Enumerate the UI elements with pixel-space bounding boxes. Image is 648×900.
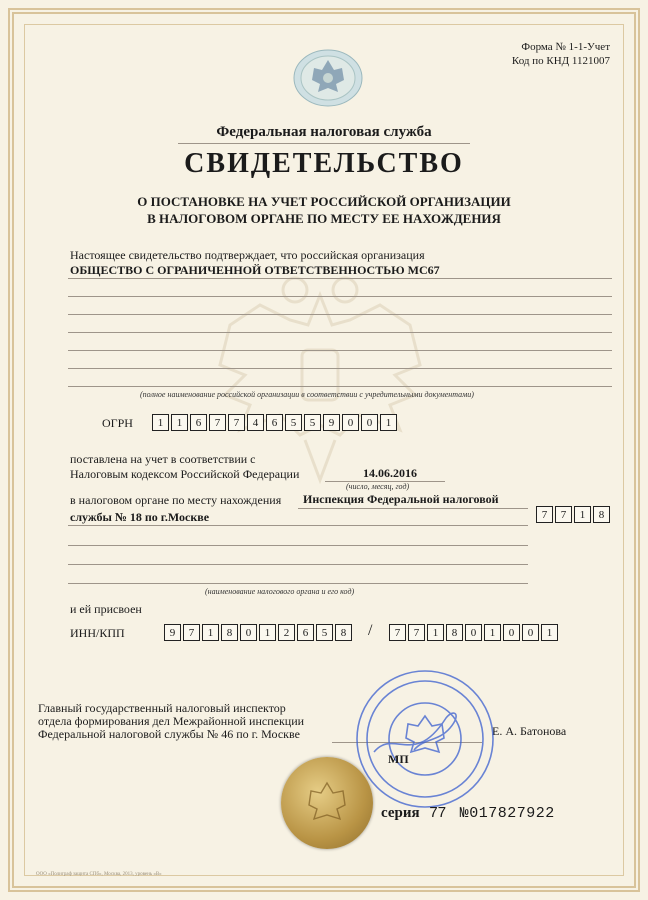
digit-box: 1 (152, 414, 169, 431)
digit-box: 5 (285, 414, 302, 431)
eagle-seal-icon (281, 757, 373, 849)
official-stamp-icon (354, 668, 496, 810)
fill-line (68, 386, 612, 387)
divider (178, 143, 470, 144)
certificate-number: №017827922 (459, 805, 555, 822)
digit-box: 9 (323, 414, 340, 431)
digit-box: 6 (190, 414, 207, 431)
registration-line-1: поставлена на учет в соответствии с (70, 452, 256, 466)
inn-kpp-label: ИНН/КПП (70, 626, 125, 640)
digit-box: 1 (171, 414, 188, 431)
tax-authority-line-2: службы № 18 по г.Москве (70, 510, 210, 524)
fill-line (68, 314, 612, 315)
inn-kpp-separator: / (368, 622, 373, 639)
printer-imprint: ООО «Полиграф защита СПб», Москва, 2013, уровень «В» (36, 872, 162, 877)
digit-box: 8 (335, 624, 352, 641)
authority-caption: (наименование налогового органа и его код) (205, 587, 355, 596)
registration-line-2: Налоговым кодексом Российской Федерации (70, 467, 300, 481)
form-number (512, 40, 610, 68)
digit-box: 1 (202, 624, 219, 641)
subtitle-line-2: В НАЛОГОВОМ ОРГАНЕ ПО МЕСТУ ЕЕ НАХОЖДЕНИЯ (147, 211, 501, 226)
digit-box: 7 (183, 624, 200, 641)
signatory-title (38, 702, 304, 741)
page-title: СВИДЕТЕЛЬСТВО (184, 148, 464, 179)
digit-box: 1 (541, 624, 558, 641)
digit-box: 7 (555, 506, 572, 523)
ogrn-label: ОГРН (102, 416, 133, 430)
issuer-name: Федеральная налоговая служба (216, 124, 432, 140)
digit-box: 7 (536, 506, 553, 523)
digit-box: 7 (209, 414, 226, 431)
digit-box: 7 (228, 414, 245, 431)
fill-line (68, 564, 528, 565)
subtitle-line-1: О ПОСТАНОВКЕ НА УЧЕТ РОССИЙСКОЙ ОРГАНИЗАЦИИ (137, 194, 511, 209)
signatory-line-1: Главный государственный налоговый инспектор (38, 701, 286, 715)
stamp-mark-label: МП (388, 752, 409, 766)
digit-box: 7 (389, 624, 406, 641)
fill-line (68, 296, 612, 297)
gold-seal (281, 757, 373, 849)
fill-line (68, 583, 528, 584)
ogrn-digits (152, 414, 399, 431)
fill-line (68, 332, 612, 333)
digit-box: 1 (380, 414, 397, 431)
series-label: серия (381, 805, 420, 821)
digit-box: 0 (503, 624, 520, 641)
digit-box: 5 (304, 414, 321, 431)
digit-box: 8 (446, 624, 463, 641)
registration-line-3: в налоговом органе по месту нахождения (70, 493, 282, 507)
fill-line (68, 525, 528, 526)
intro-text: Настоящее свидетельство подтверждает, что российская организация (70, 248, 425, 262)
knd-code: Код по КНД 1121007 (511, 55, 610, 67)
digit-box: 8 (593, 506, 610, 523)
digit-box: 8 (221, 624, 238, 641)
organization-name: ОБЩЕСТВО С ОГРАНИЧЕННОЙ ОТВЕТСТВЕННОСТЬЮ МС67 (70, 263, 440, 277)
digit-box: 0 (361, 414, 378, 431)
serial-number (381, 804, 555, 822)
signatory-name: Е. А. Батонова (492, 724, 567, 738)
digit-box: 1 (484, 624, 501, 641)
digit-box: 0 (522, 624, 539, 641)
digit-box: 6 (266, 414, 283, 431)
authority-code-digits (536, 506, 612, 523)
fill-line (68, 545, 528, 546)
digit-box: 2 (278, 624, 295, 641)
organization-caption: (полное наименование российской организации в соответствии с учредительными документами) (140, 390, 474, 399)
digit-box: 1 (259, 624, 276, 641)
digit-box: 9 (164, 624, 181, 641)
digit-box: 1 (574, 506, 591, 523)
digit-box: 6 (297, 624, 314, 641)
fill-line (68, 368, 612, 369)
kpp-digits (389, 624, 560, 641)
digit-box: 7 (408, 624, 425, 641)
fill-line (68, 278, 612, 279)
digit-box: 1 (427, 624, 444, 641)
digit-box: 0 (342, 414, 359, 431)
inn-digits (164, 624, 354, 641)
form-code: Форма № 1-1-Учет (521, 41, 610, 53)
digit-box: 0 (240, 624, 257, 641)
series-code: 77 (429, 804, 447, 821)
digit-box: 0 (465, 624, 482, 641)
signatory-line-2: отдела формирования дел Межрайонной инспекции (38, 714, 305, 728)
registration-date: 14.06.2016 (363, 466, 417, 480)
digit-box: 5 (316, 624, 333, 641)
fill-line (298, 508, 528, 509)
assigned-label: и ей присвоен (70, 602, 142, 616)
hologram-emblem-icon (292, 48, 364, 108)
signatory-line-3: Федеральной налоговой службы № 46 по г. Москве (38, 727, 300, 741)
digit-box: 4 (247, 414, 264, 431)
date-caption: (число, месяц, год) (346, 482, 410, 491)
tax-authority-line-1: Инспекция Федеральной налоговой (303, 492, 499, 506)
document-subtitle (0, 193, 648, 227)
fill-line (68, 350, 612, 351)
